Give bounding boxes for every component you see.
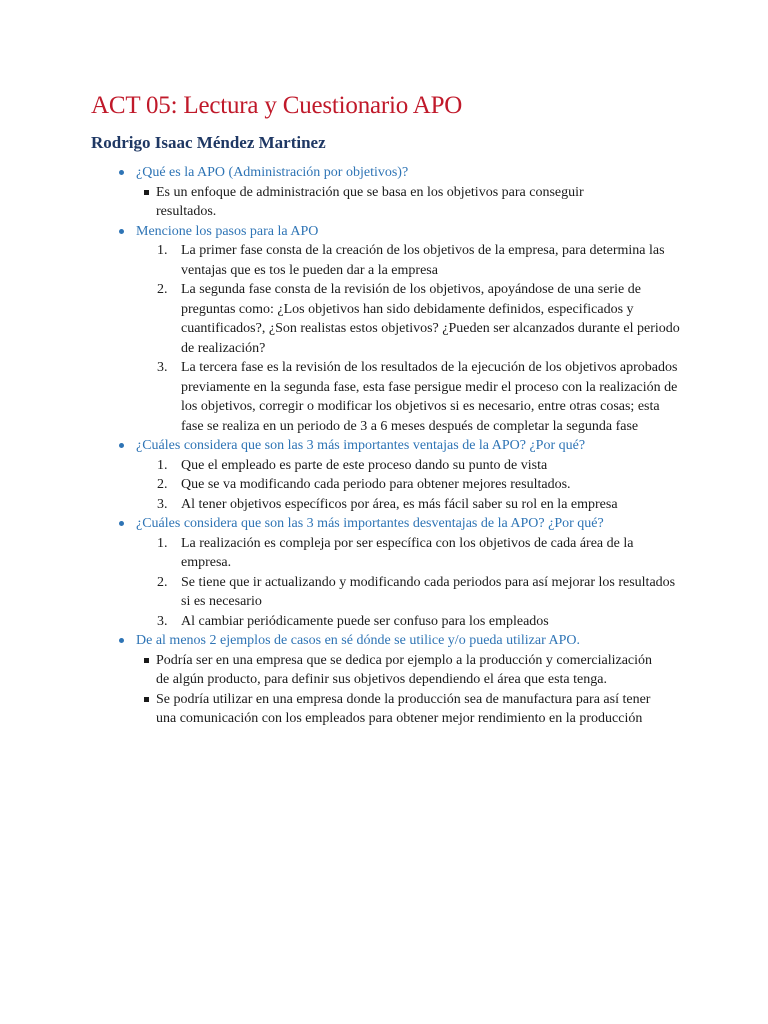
- answer-item: [91, 183, 681, 222]
- question-text: Mencione los pasos para la APO: [136, 223, 319, 239]
- list-number: 1.: [157, 457, 168, 473]
- question-item: [91, 631, 681, 651]
- question-text: De al menos 2 ejemplos de casos en sé dónde se utilice y/o pueda utilizar APO.: [136, 633, 581, 648]
- answer-text: Que se va modificando cada periodo para obtener mejores resultados.: [181, 477, 571, 492]
- answer-text: Podría ser en una empresa que se dedica por ejemplo a la producción y comercialización de algún producto, para definir sus objetivos dependiendo el área que esta tenga.: [156, 652, 653, 687]
- bullet-dot-icon: [119, 229, 124, 234]
- answer-text: Al cambiar periódicamente puede ser confuso para los empleados: [181, 613, 549, 629]
- answer-item: [91, 358, 681, 436]
- bullet-dot-icon: [119, 521, 124, 526]
- answer-item: [91, 534, 681, 573]
- square-bullet-icon: [144, 697, 149, 702]
- list-number: 2.: [157, 282, 168, 297]
- answer-text: Se tiene que ir actualizando y modificando cada periodos para así mejorar los resultados si es necesario: [181, 574, 676, 609]
- list-number: 1.: [157, 535, 168, 551]
- question-item: [91, 436, 681, 456]
- answer-text: La segunda fase consta de la revisión de los objetivos, apoyándose de una serie de preguntas como: ¿Los objetivos han sido debidamente definidos, especificados y cuantificados?, ¿Son realistas estos objetivos? ¿Pueden ser alcanzados durante el periodo de realización?: [181, 282, 680, 356]
- answer-item: [91, 280, 681, 358]
- answer-item: [91, 612, 681, 632]
- answer-text: Que el empleado es parte de este proceso dando su punto de vista: [181, 457, 548, 473]
- answer-item: [91, 495, 681, 515]
- list-number: 3.: [157, 613, 168, 629]
- document-body: [91, 163, 681, 729]
- bullet-dot-icon: [119, 638, 124, 643]
- answer-item: [91, 456, 681, 476]
- answer-item: [91, 241, 681, 280]
- question-text: ¿Qué es la APO (Administración por objetivos)?: [136, 165, 409, 180]
- list-number: 2.: [157, 477, 168, 492]
- square-bullet-icon: [144, 658, 149, 663]
- answer-text: Es un enfoque de administración que se basa en los objetivos para conseguir resultados.: [156, 184, 584, 219]
- answer-item: [91, 651, 681, 690]
- bullet-dot-icon: [119, 443, 124, 448]
- list-number: 3.: [157, 360, 168, 375]
- question-item: [91, 163, 681, 183]
- bullet-dot-icon: [119, 170, 124, 175]
- document-title: ACT 05: Lectura y Cuestionario APO: [91, 92, 463, 119]
- question-text: ¿Cuáles considera que son las 3 más importantes ventajas de la APO? ¿Por qué?: [136, 438, 586, 453]
- square-bullet-icon: [144, 190, 149, 195]
- answer-item: [91, 475, 681, 495]
- question-item: [91, 222, 681, 242]
- list-number: 2.: [157, 574, 168, 590]
- answer-text: Se podría utilizar en una empresa donde la producción sea de manufactura para así tener una comunicación con los empleados para obtener mejor rendimiento en la producción: [156, 691, 651, 726]
- answer-text: La primer fase consta de la creación de los objetivos de la empresa, para determina las ventajas que es tos le pueden dar a la empresa: [181, 243, 665, 278]
- author-name: Rodrigo Isaac Méndez Martinez: [91, 133, 326, 152]
- answer-item: [91, 690, 681, 729]
- answer-item: [91, 573, 681, 612]
- list-number: 3.: [157, 496, 168, 512]
- answer-text: La realización es compleja por ser específica con los objetivos de cada área de la empresa.: [181, 535, 634, 570]
- question-text: ¿Cuáles considera que son las 3 más importantes desventajas de la APO? ¿Por qué?: [136, 516, 604, 531]
- answer-text: La tercera fase es la revisión de los resultados de la ejecución de los objetivos aprobados previamente en la segunda fase, esta fase persigue medir el proceso con la realización de los objetivos, corregir o modificar los objetivos si es necesario, entre otras cosas; esta fase se realiza en un periodo de 3 a 6 meses después de completar la segunda fase: [181, 360, 678, 434]
- question-item: [91, 514, 681, 534]
- list-number: 1.: [157, 243, 168, 258]
- answer-text: Al tener objetivos específicos por área, es más fácil saber su rol en la empresa: [181, 496, 618, 512]
